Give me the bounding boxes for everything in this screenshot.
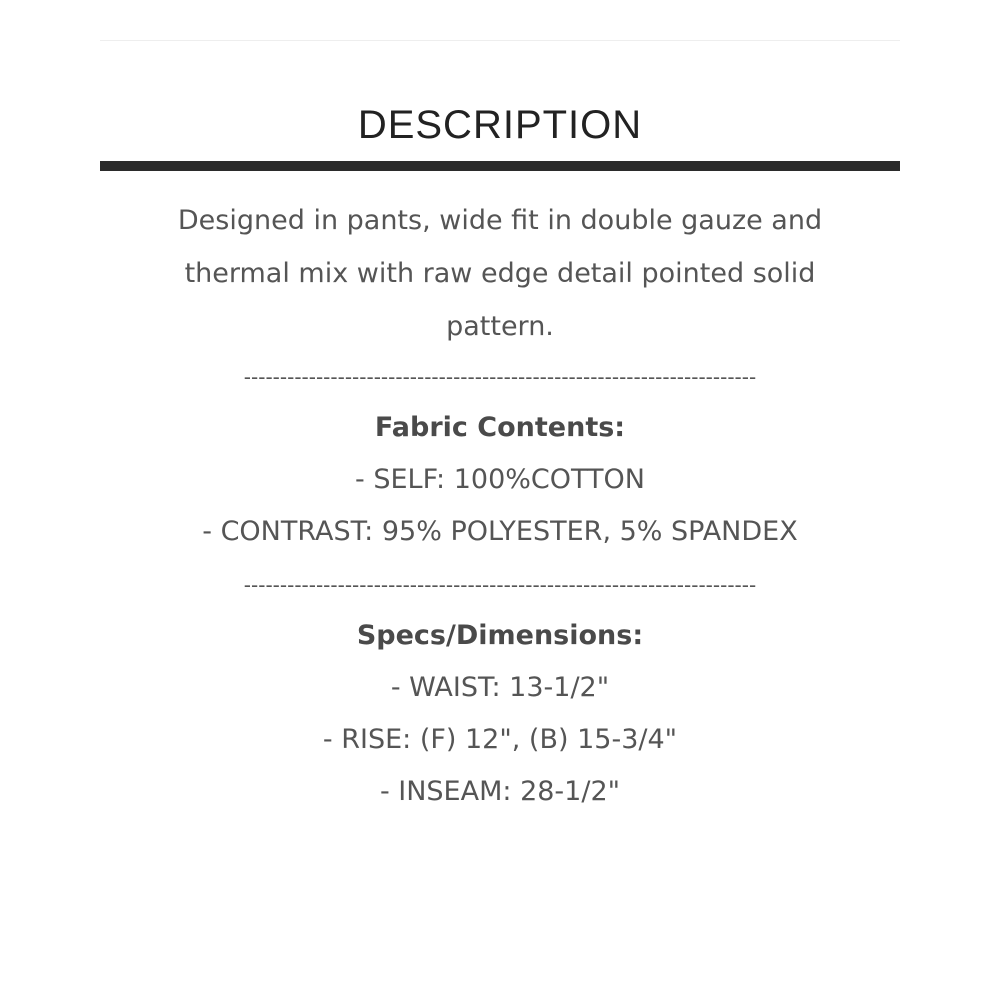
dashed-separator: ----------------------------------------------------------------------- (243, 367, 757, 387)
dashed-separator: ----------------------------------------------------------------------- (243, 575, 757, 595)
section-title: DESCRIPTION (357, 103, 643, 147)
spec-item: - WAIST: 13-1/2" (390, 672, 610, 703)
product-description (110, 194, 890, 353)
title-underline (100, 161, 900, 171)
specs-dimensions-section (100, 610, 900, 818)
description-line: Designed in pants, wide fit in double gauze and (177, 205, 823, 236)
description-line: thermal mix with raw edge detail pointed solid (184, 258, 816, 289)
fabric-item: - SELF: 100%COTTON (355, 464, 645, 495)
description-line: pattern. (446, 311, 554, 342)
top-divider (100, 40, 900, 41)
fabric-item: - CONTRAST: 95% POLYESTER, 5% SPANDEX (202, 516, 798, 547)
fabric-contents-section (100, 402, 900, 558)
spec-item: - INSEAM: 28-1/2" (379, 776, 621, 807)
specs-dimensions-heading: Specs/Dimensions: (356, 620, 644, 651)
spec-item: - RISE: (F) 12", (B) 15-3/4" (322, 724, 678, 755)
fabric-contents-heading: Fabric Contents: (374, 412, 626, 443)
